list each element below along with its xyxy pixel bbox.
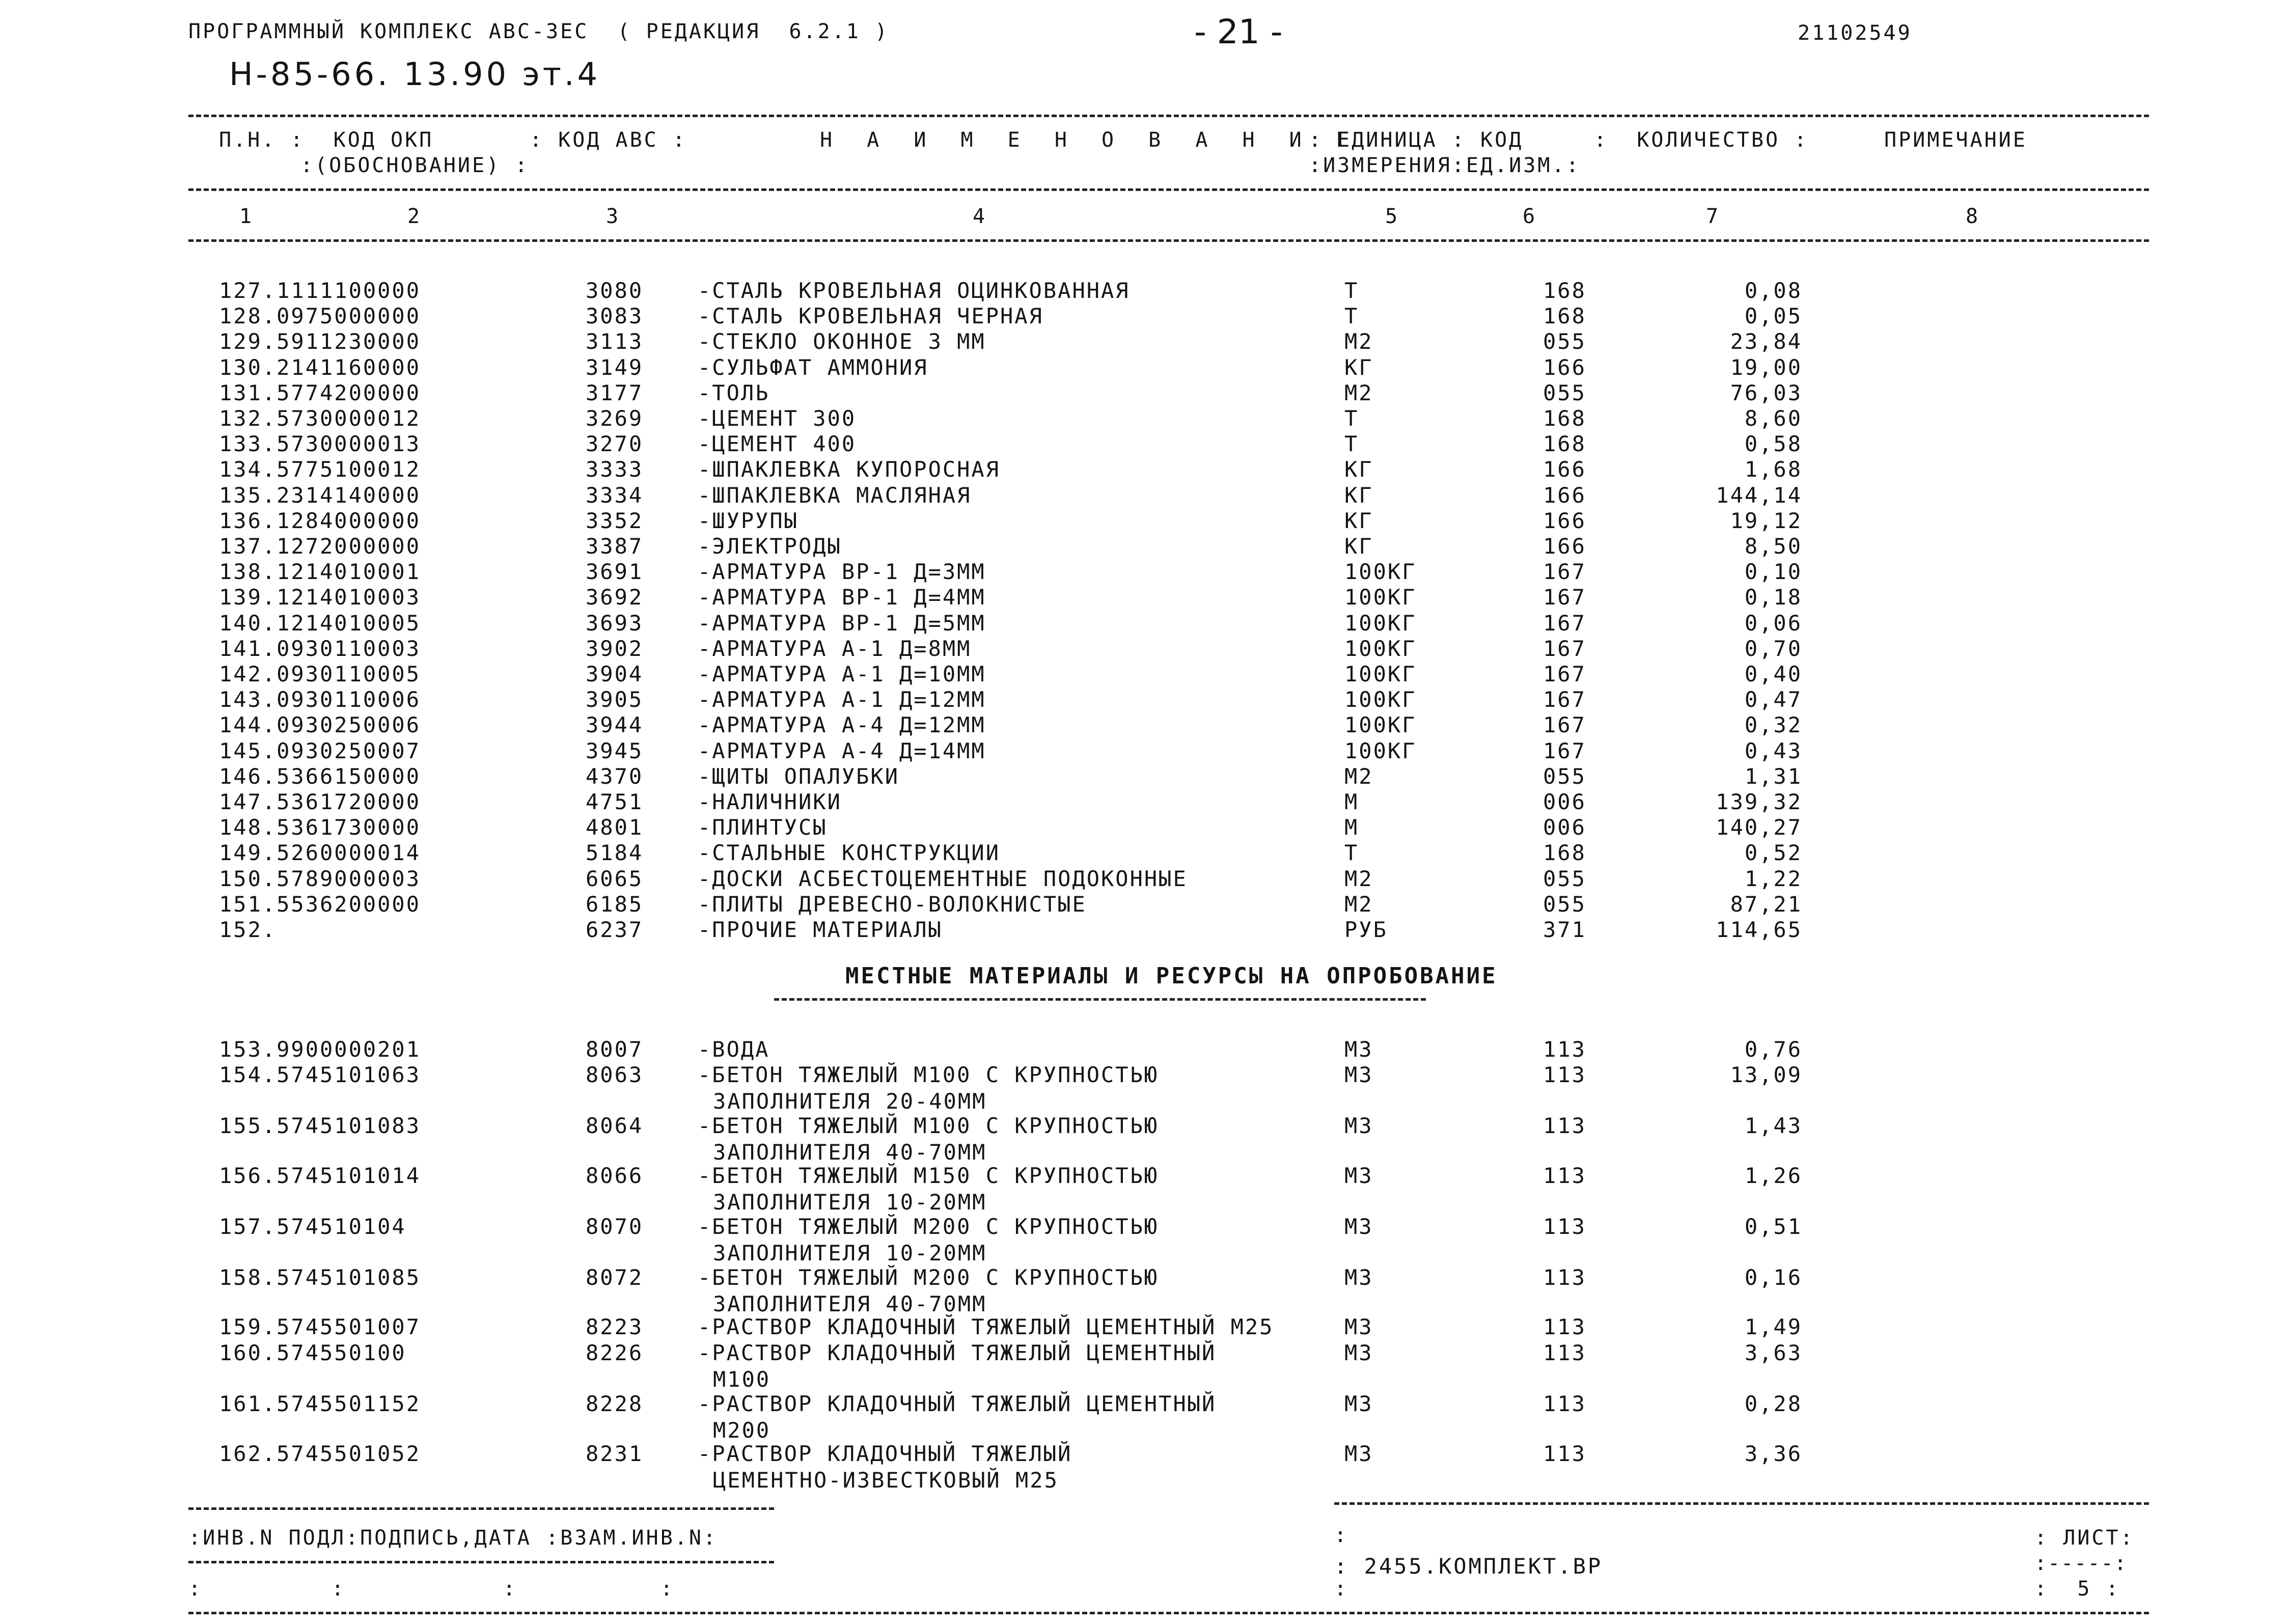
col-note-header: ПРИМЕЧАНИЕ bbox=[1884, 128, 2027, 152]
footer-rule-left-top bbox=[188, 1507, 774, 1510]
item-number: 150.5789000003 bbox=[219, 866, 421, 891]
unit: Т bbox=[1344, 304, 1359, 329]
header-rule-bottom bbox=[188, 239, 2149, 242]
abc-code: 3113 bbox=[586, 329, 644, 354]
unit-code: 167 bbox=[1543, 610, 1586, 636]
item-number: 139.1214010003 bbox=[219, 585, 421, 610]
unit-code: 055 bbox=[1543, 763, 1586, 789]
item-name: -ПЛИТЫ ДРЕВЕСНО-ВОЛОКНИСТЫЕ bbox=[698, 891, 1087, 917]
table-row bbox=[0, 433, 2286, 459]
quantity: 0,18 bbox=[1744, 585, 1802, 610]
unit-code: 167 bbox=[1543, 712, 1586, 738]
unit-code: 167 bbox=[1543, 662, 1586, 686]
quantity: 1,68 bbox=[1744, 457, 1802, 482]
abc-code: 3902 bbox=[586, 636, 644, 661]
table-row bbox=[0, 482, 2286, 510]
quantity: 0,51 bbox=[1744, 1214, 1802, 1239]
unit: Т bbox=[1344, 840, 1359, 866]
item-number: 145.0930250007 bbox=[219, 738, 421, 763]
header-rule-top bbox=[188, 115, 2149, 117]
abc-code: 5184 bbox=[586, 840, 644, 866]
unit-code: 055 bbox=[1543, 329, 1586, 354]
col-obosn-header: :(ОБОСНОВАНИЕ) : bbox=[300, 154, 530, 177]
footer-rule-right-top bbox=[1334, 1502, 2149, 1505]
abc-code: 6065 bbox=[586, 866, 644, 891]
unit-code: 055 bbox=[1543, 380, 1586, 405]
unit-code: 055 bbox=[1543, 891, 1586, 917]
unit-code: 166 bbox=[1543, 482, 1586, 508]
item-number: 147.5361720000 bbox=[219, 789, 421, 814]
table-row bbox=[0, 740, 2286, 766]
abc-code: 3334 bbox=[586, 482, 644, 508]
item-name-continued: М200 bbox=[713, 1418, 771, 1443]
unit: 100КГ bbox=[1344, 610, 1417, 636]
quantity: 0,58 bbox=[1744, 431, 1802, 457]
abc-code: 3945 bbox=[586, 738, 644, 763]
table-row bbox=[0, 280, 2286, 306]
item-name: -БЕТОН ТЯЖЕЛЫЙ М200 С КРУПНОСТЬЮ bbox=[698, 1214, 1159, 1239]
abc-code: 8226 bbox=[586, 1340, 644, 1365]
unit-code: 113 bbox=[1543, 1314, 1586, 1339]
quantity: 3,63 bbox=[1744, 1340, 1802, 1365]
item-number: 131.5774200000 bbox=[219, 380, 421, 405]
quantity: 1,31 bbox=[1744, 763, 1802, 789]
item-name: -СТАЛЬ КРОВЕЛЬНАЯ ОЦИНКОВАННАЯ bbox=[698, 278, 1130, 303]
quantity: 0,10 bbox=[1744, 559, 1802, 585]
col-number-3: 3 bbox=[606, 205, 621, 228]
item-name: -СТАЛЬНЫЕ КОНСТРУКЦИИ bbox=[698, 840, 1001, 866]
abc-code: 3905 bbox=[586, 687, 644, 712]
table-row bbox=[0, 689, 2286, 714]
item-number: 129.5911230000 bbox=[219, 329, 421, 354]
unit: М2 bbox=[1344, 380, 1373, 405]
unit: 100КГ bbox=[1344, 687, 1417, 712]
quantity: 0,05 bbox=[1744, 304, 1802, 329]
item-number: 132.5730000012 bbox=[219, 406, 421, 431]
abc-code: 3693 bbox=[586, 610, 644, 636]
item-number: 128.0975000000 bbox=[219, 304, 421, 329]
table-row bbox=[0, 587, 2286, 612]
item-number: 127.1111100000 bbox=[219, 278, 421, 303]
abc-code: 3270 bbox=[586, 431, 644, 457]
table-row bbox=[0, 1265, 2286, 1316]
item-name-continued: ЗАПОЛНИТЕЛЯ 20-40ММ bbox=[713, 1089, 987, 1114]
item-name: -АРМАТУРА А-1 Д=8ММ bbox=[698, 636, 972, 661]
table-row bbox=[0, 1163, 2286, 1215]
item-name: -АРМАТУРА А-1 Д=12ММ bbox=[698, 687, 986, 712]
unit: РУБ bbox=[1344, 917, 1388, 942]
unit: Т bbox=[1344, 431, 1359, 457]
item-number: 156.5745101014 bbox=[219, 1163, 421, 1188]
quantity: 0,40 bbox=[1744, 662, 1802, 686]
unit: Т bbox=[1344, 406, 1359, 431]
table-row bbox=[0, 791, 2286, 817]
item-number: 155.5745101083 bbox=[219, 1113, 421, 1138]
item-number: 159.5745501007 bbox=[219, 1314, 421, 1339]
item-name-continued: ЗАПОЛНИТЕЛЯ 10-20ММ bbox=[713, 1190, 987, 1215]
quantity: 0,52 bbox=[1744, 840, 1802, 866]
item-number: 141.0930110003 bbox=[219, 636, 421, 661]
item-number: 161.5745501152 bbox=[219, 1391, 421, 1416]
table-row bbox=[0, 919, 2286, 945]
table-row bbox=[0, 842, 2286, 868]
table-row bbox=[0, 1441, 2286, 1493]
item-number: 148.5361730000 bbox=[219, 815, 421, 840]
table-row bbox=[0, 331, 2286, 356]
footer-rule-bottom bbox=[188, 1612, 2149, 1614]
abc-code: 3692 bbox=[586, 585, 644, 610]
quantity: 8,60 bbox=[1744, 406, 1802, 431]
quantity: 0,43 bbox=[1744, 738, 1802, 763]
item-number: 130.2141160000 bbox=[219, 354, 421, 380]
unit: М3 bbox=[1344, 1314, 1373, 1339]
quantity: 76,03 bbox=[1730, 380, 1802, 405]
item-number: 144.0930250006 bbox=[219, 712, 421, 738]
unit-code: 167 bbox=[1543, 559, 1586, 585]
unit: КГ bbox=[1344, 354, 1373, 380]
item-number: 158.5745101085 bbox=[219, 1265, 421, 1290]
footer-rule-left-mid bbox=[188, 1561, 774, 1563]
unit-code: 371 bbox=[1543, 917, 1586, 942]
unit-code: 055 bbox=[1543, 866, 1586, 891]
unit: М3 bbox=[1344, 1062, 1373, 1087]
abc-code: 8063 bbox=[586, 1062, 644, 1087]
unit-code: 167 bbox=[1543, 738, 1586, 763]
abc-code: 3904 bbox=[586, 662, 644, 686]
item-name: -АРМАТУРА ВР-1 Д=4ММ bbox=[698, 585, 986, 610]
table-row bbox=[0, 610, 2286, 638]
unit-code: 006 bbox=[1543, 789, 1586, 814]
unit: Т bbox=[1344, 278, 1359, 303]
abc-code: 3944 bbox=[586, 712, 644, 738]
quantity: 19,12 bbox=[1730, 508, 1802, 533]
item-name-continued: ЦЕМЕНТНО-ИЗВЕСТКОВЫЙ М25 bbox=[713, 1468, 1059, 1493]
item-name: -ПРОЧИЕ МАТЕРИАЛЫ bbox=[698, 917, 943, 942]
unit-code: 168 bbox=[1543, 304, 1586, 329]
item-name: -СТЕКЛО ОКОННОЕ 3 ММ bbox=[698, 329, 986, 354]
abc-code: 8064 bbox=[586, 1113, 644, 1138]
unit: М2 bbox=[1344, 891, 1373, 917]
table-row bbox=[0, 714, 2286, 740]
item-name: -БЕТОН ТЯЖЕЛЫЙ М200 С КРУПНОСТЬЮ bbox=[698, 1265, 1159, 1290]
unit: М2 bbox=[1344, 866, 1373, 891]
table-row bbox=[0, 354, 2286, 382]
item-name-continued: М100 bbox=[713, 1367, 771, 1392]
header-rule-mid bbox=[188, 188, 2149, 191]
unit-code: 113 bbox=[1543, 1391, 1586, 1416]
item-name: -АРМАТУРА А-4 Д=12ММ bbox=[698, 712, 986, 738]
quantity: 0,32 bbox=[1744, 712, 1802, 738]
abc-code: 4801 bbox=[586, 815, 644, 840]
table-row bbox=[0, 638, 2286, 664]
abc-code: 3080 bbox=[586, 278, 644, 303]
item-number: 157.574510104 bbox=[219, 1214, 406, 1239]
unit-code: 113 bbox=[1543, 1265, 1586, 1290]
table-row bbox=[0, 306, 2286, 331]
item-name: -РАСТВОР КЛАДОЧНЫЙ ТЯЖЕЛЫЙ ЦЕМЕНТНЫЙ М25 bbox=[698, 1314, 1274, 1339]
col-abc-header: : КОД АВС : bbox=[530, 128, 687, 152]
quantity: 8,50 bbox=[1744, 534, 1802, 559]
unit: 100КГ bbox=[1344, 585, 1417, 610]
unit: КГ bbox=[1344, 482, 1373, 508]
table-row bbox=[0, 1062, 2286, 1114]
handwritten-note: Н-85-66. 13.90 эт.4 bbox=[229, 56, 601, 93]
unit: 100КГ bbox=[1344, 738, 1417, 763]
abc-code: 4751 bbox=[586, 789, 644, 814]
unit-code: 166 bbox=[1543, 354, 1586, 380]
table-row bbox=[0, 510, 2286, 536]
table-row bbox=[0, 1316, 2286, 1342]
unit-code: 167 bbox=[1543, 687, 1586, 712]
item-name: -СТАЛЬ КРОВЕЛЬНАЯ ЧЕРНАЯ bbox=[698, 304, 1043, 329]
footer-signature-header: :ИНВ.N ПОДЛ:ПОДПИСЬ,ДАТА :ВЗАМ.ИНВ.N: bbox=[188, 1526, 718, 1550]
footer-colon-top: : bbox=[1334, 1524, 1347, 1547]
unit: КГ bbox=[1344, 457, 1373, 482]
table-row bbox=[0, 382, 2286, 408]
unit-code: 113 bbox=[1543, 1163, 1586, 1188]
abc-code: 3333 bbox=[586, 457, 644, 482]
unit-code: 168 bbox=[1543, 278, 1586, 303]
unit-code: 006 bbox=[1543, 815, 1586, 840]
footer-colon-bottom: : bbox=[1334, 1577, 1347, 1601]
col-number-6: 6 bbox=[1523, 205, 1537, 228]
item-name: -ПЛИНТУСЫ bbox=[698, 815, 828, 840]
quantity: 0,70 bbox=[1744, 636, 1802, 661]
abc-code: 8007 bbox=[586, 1037, 644, 1062]
col-unit2-header: :ИЗМЕРЕНИЯ:ЕД.ИЗМ.: bbox=[1309, 154, 1581, 177]
quantity: 0,06 bbox=[1744, 610, 1802, 636]
col-number-7: 7 bbox=[1706, 205, 1721, 228]
col-number-8: 8 bbox=[1966, 205, 1980, 228]
item-number: 142.0930110005 bbox=[219, 662, 421, 686]
quantity: 0,47 bbox=[1744, 687, 1802, 712]
table-row bbox=[0, 408, 2286, 433]
quantity: 0,76 bbox=[1744, 1037, 1802, 1062]
abc-code: 4370 bbox=[586, 763, 644, 789]
program-header: ПРОГРАММНЫЙ КОМПЛЕКС АВС-3ЕС ( РЕДАКЦИЯ 6.2.1 ) bbox=[188, 20, 890, 43]
unit: М3 bbox=[1344, 1113, 1373, 1138]
unit-code: 167 bbox=[1543, 636, 1586, 661]
unit-code: 113 bbox=[1543, 1340, 1586, 1365]
abc-code: 3387 bbox=[586, 534, 644, 559]
unit-code: 113 bbox=[1543, 1214, 1586, 1239]
table-row bbox=[0, 1340, 2286, 1392]
quantity: 0,16 bbox=[1744, 1265, 1802, 1290]
col-number-2: 2 bbox=[407, 205, 422, 228]
item-number: 154.5745101063 bbox=[219, 1062, 421, 1087]
unit: КГ bbox=[1344, 534, 1373, 559]
table-row bbox=[0, 763, 2286, 791]
quantity: 87,21 bbox=[1730, 891, 1802, 917]
item-number: 151.5536200000 bbox=[219, 891, 421, 917]
sheet-separator: :-----: bbox=[2034, 1552, 2128, 1575]
unit: КГ bbox=[1344, 508, 1373, 533]
unit: М bbox=[1344, 789, 1359, 814]
item-name: -РАСТВОР КЛАДОЧНЫЙ ТЯЖЕЛЫЙ bbox=[698, 1441, 1072, 1466]
unit: М3 bbox=[1344, 1441, 1373, 1466]
table-row bbox=[0, 891, 2286, 919]
sheet-number: : 5 : bbox=[2034, 1577, 2120, 1601]
unit: 100КГ bbox=[1344, 712, 1417, 738]
table-row bbox=[0, 561, 2286, 587]
item-number: 135.2314140000 bbox=[219, 482, 421, 508]
col-name-header: Н А И М Е Н О В А Н И Е bbox=[820, 128, 1360, 152]
quantity: 139,32 bbox=[1716, 789, 1802, 814]
unit-code: 166 bbox=[1543, 508, 1586, 533]
unit-code: 168 bbox=[1543, 406, 1586, 431]
item-number: 160.574550100 bbox=[219, 1340, 406, 1365]
table-row bbox=[0, 1391, 2286, 1443]
col-qty-header: : КОЛИЧЕСТВО : bbox=[1594, 128, 1809, 152]
table-row bbox=[0, 664, 2286, 689]
abc-code: 8066 bbox=[586, 1163, 644, 1188]
item-number: 134.5775100012 bbox=[219, 457, 421, 482]
unit: 100КГ bbox=[1344, 662, 1417, 686]
item-number: 162.5745501052 bbox=[219, 1441, 421, 1466]
unit-code: 168 bbox=[1543, 840, 1586, 866]
item-name: -АРМАТУРА ВР-1 Д=5ММ bbox=[698, 610, 986, 636]
unit: М3 bbox=[1344, 1340, 1373, 1365]
quantity: 1,22 bbox=[1744, 866, 1802, 891]
unit-code: 166 bbox=[1543, 457, 1586, 482]
col-number-5: 5 bbox=[1385, 205, 1400, 228]
quantity: 23,84 bbox=[1730, 329, 1802, 354]
item-name: -СУЛЬФАТ АММОНИЯ bbox=[698, 354, 928, 380]
item-name: -АРМАТУРА А-1 Д=10ММ bbox=[698, 662, 986, 686]
footer-set-label: : 2455.КОМПЛЕКТ.ВР bbox=[1334, 1554, 1603, 1579]
document-code: 21102549 bbox=[1798, 21, 1912, 45]
item-number: 137.1272000000 bbox=[219, 534, 421, 559]
quantity: 13,09 bbox=[1730, 1062, 1802, 1087]
sheet-label: : ЛИСТ: bbox=[2034, 1526, 2135, 1550]
item-name: -ВОДА bbox=[698, 1037, 770, 1062]
unit: 100КГ bbox=[1344, 559, 1417, 585]
abc-code: 3149 bbox=[586, 354, 644, 380]
table-row bbox=[0, 1113, 2286, 1165]
item-name-continued: ЗАПОЛНИТЕЛЯ 40-70ММ bbox=[713, 1140, 987, 1165]
abc-code: 8070 bbox=[586, 1214, 644, 1239]
item-name: -ЭЛЕКТРОДЫ bbox=[698, 534, 842, 559]
footer-signature-cells: : : : : bbox=[188, 1577, 675, 1601]
item-name: -РАСТВОР КЛАДОЧНЫЙ ТЯЖЕЛЫЙ ЦЕМЕНТНЫЙ bbox=[698, 1391, 1217, 1416]
abc-code: 3177 bbox=[586, 380, 644, 405]
abc-code: 3083 bbox=[586, 304, 644, 329]
abc-code: 8228 bbox=[586, 1391, 644, 1416]
section-title: МЕСТНЫЕ МАТЕРИАЛЫ И РЕСУРСЫ НА ОПРОБОВАНИЕ bbox=[845, 963, 1498, 989]
abc-code: 3269 bbox=[586, 406, 644, 431]
unit: М bbox=[1344, 815, 1359, 840]
unit-code: 113 bbox=[1543, 1113, 1586, 1138]
unit-code: 113 bbox=[1543, 1062, 1586, 1087]
unit: М3 bbox=[1344, 1265, 1373, 1290]
unit: М3 bbox=[1344, 1037, 1373, 1062]
quantity: 1,43 bbox=[1744, 1113, 1802, 1138]
item-name: -БЕТОН ТЯЖЕЛЫЙ М100 С КРУПНОСТЬЮ bbox=[698, 1062, 1159, 1087]
quantity: 114,65 bbox=[1716, 917, 1802, 942]
quantity: 19,00 bbox=[1730, 354, 1802, 380]
section-underline bbox=[774, 998, 1426, 1001]
unit: М2 bbox=[1344, 329, 1373, 354]
item-name: -ШПАКЛЕВКА МАСЛЯНАЯ bbox=[698, 482, 972, 508]
item-name-continued: ЗАПОЛНИТЕЛЯ 40-70ММ bbox=[713, 1291, 987, 1316]
item-number: 149.5260000014 bbox=[219, 840, 421, 866]
quantity: 144,14 bbox=[1716, 482, 1802, 508]
item-name: -ЩИТЫ ОПАЛУБКИ bbox=[698, 763, 900, 789]
quantity: 1,26 bbox=[1744, 1163, 1802, 1188]
unit-code: 166 bbox=[1543, 534, 1586, 559]
unit-code: 113 bbox=[1543, 1037, 1586, 1062]
item-number: 153.9900000201 bbox=[219, 1037, 421, 1062]
item-name: -ЦЕМЕНТ 400 bbox=[698, 431, 857, 457]
quantity: 3,36 bbox=[1744, 1441, 1802, 1466]
unit: М3 bbox=[1344, 1214, 1373, 1239]
quantity: 1,49 bbox=[1744, 1314, 1802, 1339]
item-number: 146.5366150000 bbox=[219, 763, 421, 789]
abc-code: 8231 bbox=[586, 1441, 644, 1466]
abc-code: 3352 bbox=[586, 508, 644, 533]
col-nn-header: П.Н. : КОД ОКП bbox=[219, 128, 434, 152]
table-row bbox=[0, 868, 2286, 894]
col-number-4: 4 bbox=[973, 205, 987, 228]
item-name: -ЦЕМЕНТ 300 bbox=[698, 406, 857, 431]
item-name: -ДОСКИ АСБЕСТОЦЕМЕНТНЫЕ ПОДОКОННЫЕ bbox=[698, 866, 1188, 891]
abc-code: 3691 bbox=[586, 559, 644, 585]
abc-code: 6185 bbox=[586, 891, 644, 917]
unit-code: 167 bbox=[1543, 585, 1586, 610]
abc-code: 8072 bbox=[586, 1265, 644, 1290]
quantity: 0,28 bbox=[1744, 1391, 1802, 1416]
item-number: 143.0930110006 bbox=[219, 687, 421, 712]
col-unit-header: : ЕДИНИЦА : КОД bbox=[1309, 128, 1524, 152]
table-row bbox=[0, 817, 2286, 842]
unit-code: 113 bbox=[1543, 1441, 1586, 1466]
quantity: 140,27 bbox=[1716, 815, 1802, 840]
unit: 100КГ bbox=[1344, 636, 1417, 661]
item-name: -ШПАКЛЕВКА КУПОРОСНАЯ bbox=[698, 457, 1001, 482]
page-number: - 21 - bbox=[1194, 12, 1283, 51]
table-row bbox=[0, 459, 2286, 484]
table-row bbox=[0, 1214, 2286, 1265]
item-name: -НАЛИЧНИКИ bbox=[698, 789, 842, 814]
abc-code: 6237 bbox=[586, 917, 644, 942]
item-number: 136.1284000000 bbox=[219, 508, 421, 533]
item-number: 152. bbox=[219, 917, 277, 942]
table-row bbox=[0, 1039, 2286, 1064]
item-name: -ШУРУПЫ bbox=[698, 508, 799, 533]
unit: М3 bbox=[1344, 1391, 1373, 1416]
quantity: 0,08 bbox=[1744, 278, 1802, 303]
unit: М2 bbox=[1344, 763, 1373, 789]
item-name: -БЕТОН ТЯЖЕЛЫЙ М100 С КРУПНОСТЬЮ bbox=[698, 1113, 1159, 1138]
unit-code: 168 bbox=[1543, 431, 1586, 457]
item-name: -ТОЛЬ bbox=[698, 380, 770, 405]
col-number-1: 1 bbox=[239, 205, 254, 228]
item-name: -РАСТВОР КЛАДОЧНЫЙ ТЯЖЕЛЫЙ ЦЕМЕНТНЫЙ bbox=[698, 1340, 1217, 1365]
item-name: -АРМАТУРА А-4 Д=14ММ bbox=[698, 738, 986, 763]
item-name: -АРМАТУРА ВР-1 Д=3ММ bbox=[698, 559, 986, 585]
item-number: 140.1214010005 bbox=[219, 610, 421, 636]
table-row bbox=[0, 536, 2286, 561]
item-name: -БЕТОН ТЯЖЕЛЫЙ М150 С КРУПНОСТЬЮ bbox=[698, 1163, 1159, 1188]
unit: М3 bbox=[1344, 1163, 1373, 1188]
abc-code: 8223 bbox=[586, 1314, 644, 1339]
item-name-continued: ЗАПОЛНИТЕЛЯ 10-20ММ bbox=[713, 1241, 987, 1265]
item-number: 133.5730000013 bbox=[219, 431, 421, 457]
item-number: 138.1214010001 bbox=[219, 559, 421, 585]
